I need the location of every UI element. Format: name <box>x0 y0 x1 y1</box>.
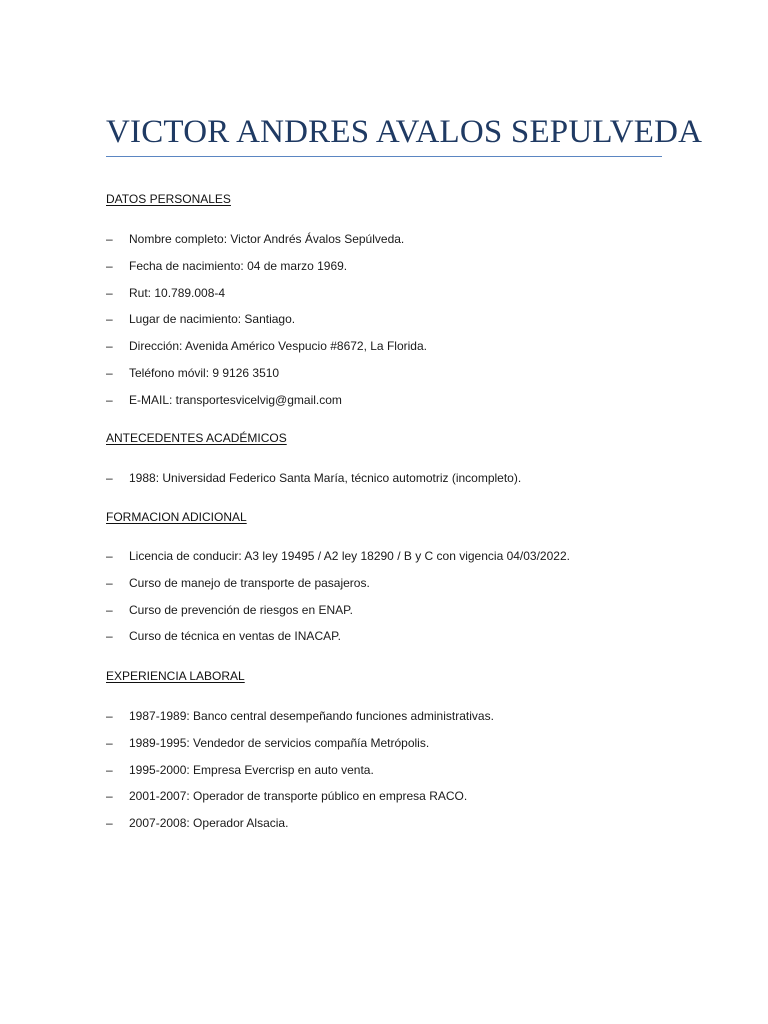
list-item-text: Nombre completo: Victor Andrés Ávalos Sepúlveda. <box>129 232 405 246</box>
list-item-text: Lugar de nacimiento: Santiago. <box>129 312 296 327</box>
bullet-dash: – <box>106 602 113 617</box>
bullet-dash: – <box>106 285 113 300</box>
bullet-dash: – <box>106 392 113 407</box>
list-item-text: E-MAIL: transportesvicelvig@gmail.com <box>129 392 342 407</box>
list-item-text: 1995-2000: Empresa Evercrisp en auto venta. <box>129 762 374 777</box>
list-item-text: Rut: 10.789.008-4 <box>129 285 226 300</box>
bullet-dash: – <box>106 232 113 246</box>
bullet-dash: – <box>106 575 113 590</box>
list-item-text: Licencia de conducir: A3 ley 19495 / A2 ley 18290 / B y C con vigencia 04/03/2022. <box>129 549 570 563</box>
bullet-dash: – <box>106 365 113 380</box>
list-item-text: Curso de técnica en ventas de INACAP. <box>129 629 341 644</box>
bullet-dash: – <box>106 549 113 563</box>
list-item-text: 1989-1995: Vendedor de servicios compañía Metrópolis. <box>129 735 430 750</box>
section-heading-formacion-adicional: FORMACION ADICIONAL <box>106 510 247 524</box>
section-heading-datos-personales: DATOS PERSONALES <box>106 192 231 206</box>
bullet-dash: – <box>106 312 113 327</box>
list-item-text: 2001-2007: Operador de transporte público en empresa RACO. <box>129 789 468 804</box>
bullet-dash: – <box>106 258 113 273</box>
section-heading-antecedentes-academicos: ANTECEDENTES ACADÉMICOS <box>106 431 287 445</box>
bullet-dash: – <box>106 789 113 804</box>
list-item-text: 2007-2008: Operador Alsacia. <box>129 816 289 831</box>
bullet-dash: – <box>106 629 113 644</box>
bullet-dash: – <box>106 339 113 354</box>
document-title: VICTOR ANDRES AVALOS SEPULVEDA <box>106 114 703 150</box>
list-item-text: 1988: Universidad Federico Santa María, técnico automotriz (incompleto). <box>129 471 522 485</box>
bullet-dash: – <box>106 762 113 777</box>
bullet-dash: – <box>106 816 113 831</box>
list-item-text: Curso de prevención de riesgos en ENAP. <box>129 602 353 617</box>
list-item-text: Fecha de nacimiento: 04 de marzo 1969. <box>129 258 348 273</box>
list-item-text: Curso de manejo de transporte de pasajeros. <box>129 575 370 590</box>
bullet-dash: – <box>106 471 113 485</box>
list-item-text: Dirección: Avenida Américo Vespucio #8672, La Florida. <box>129 339 427 354</box>
bullet-dash: – <box>106 709 113 723</box>
bullet-dash: – <box>106 735 113 750</box>
list-item-text: 1987-1989: Banco central desempeñando funciones administrativas. <box>129 709 494 723</box>
list-item-text: Teléfono móvil: 9 9126 3510 <box>129 365 280 380</box>
title-underline-rule <box>106 156 662 157</box>
section-heading-experiencia-laboral: EXPERIENCIA LABORAL <box>106 669 245 683</box>
